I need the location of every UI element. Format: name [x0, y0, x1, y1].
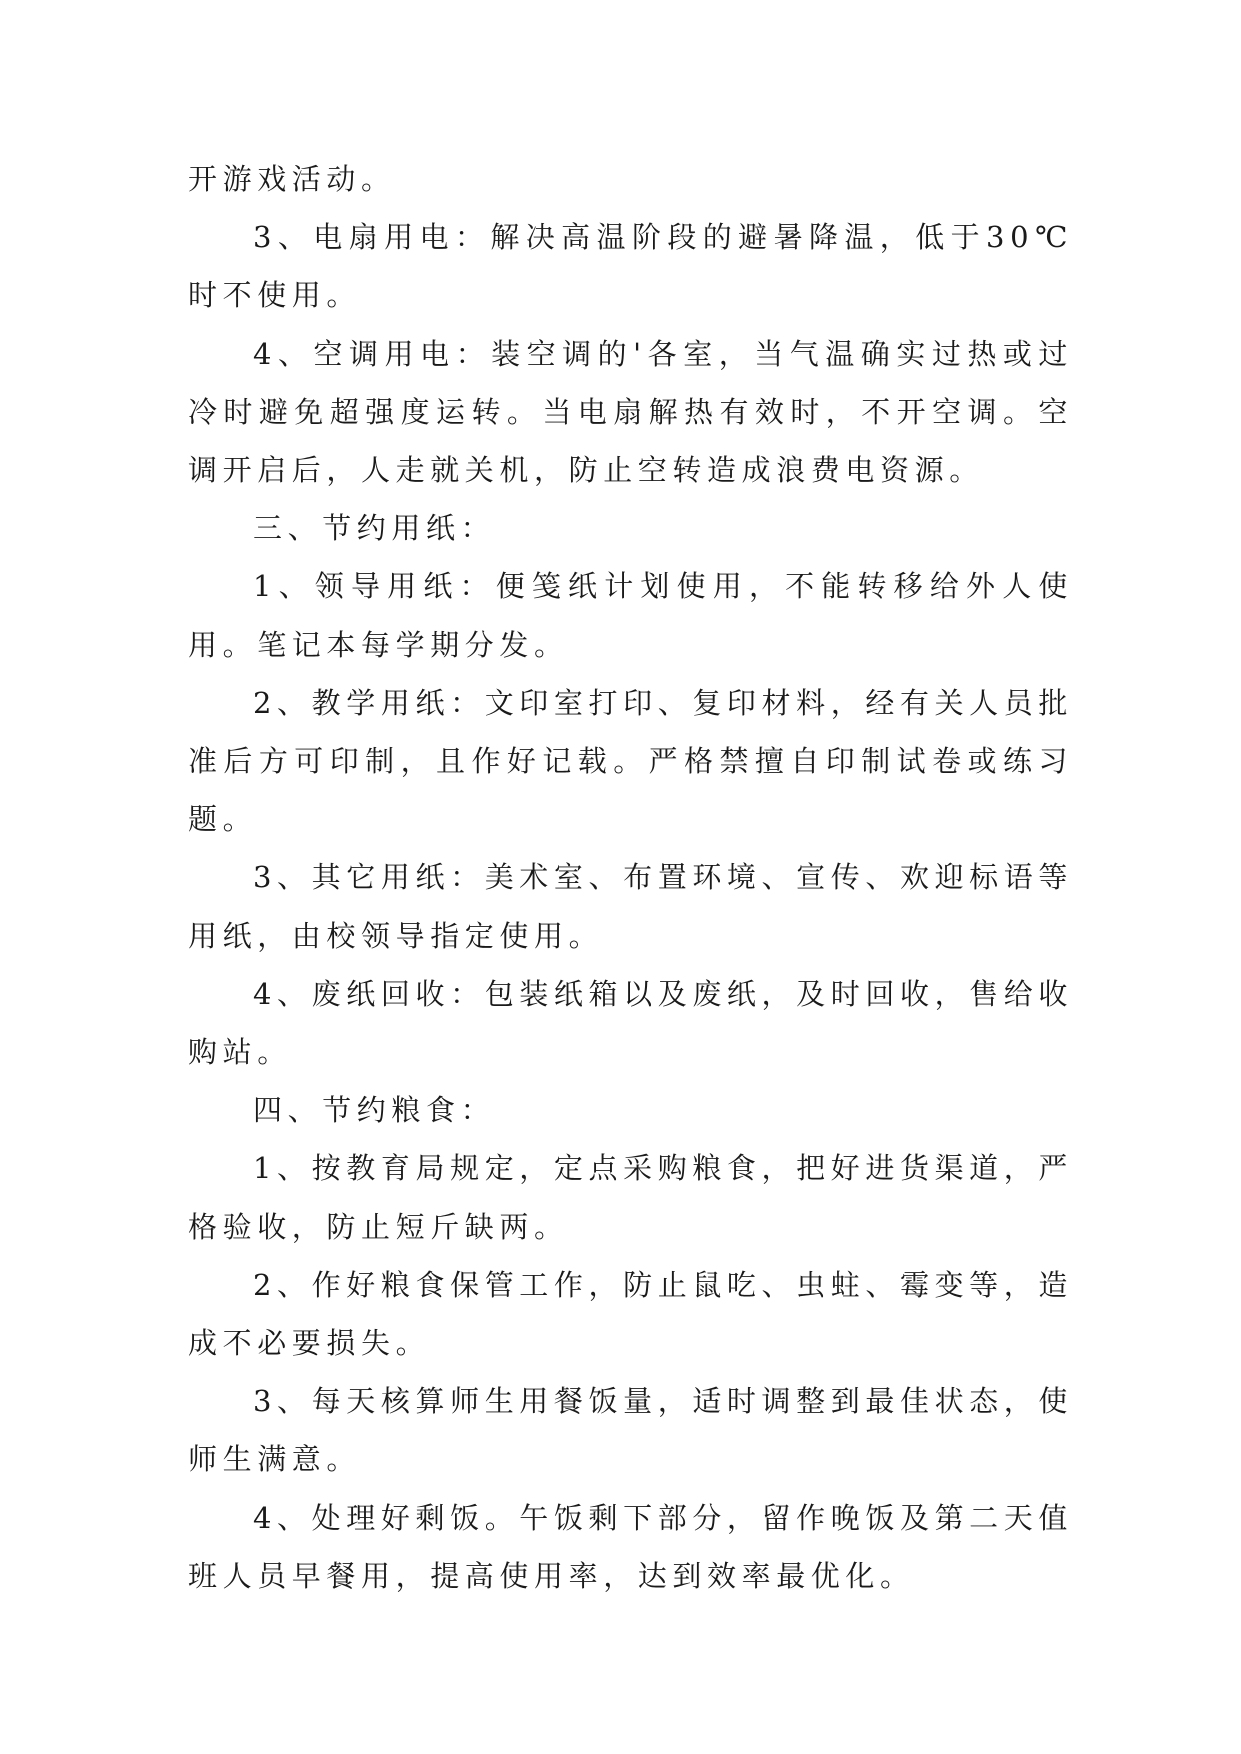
paragraph-food-purchase: 1、按教育局规定，定点采购粮食，把好进货渠道，严格验收，防止短斤缺两。 — [188, 1151, 1073, 1244]
paragraph-continuation: 开游戏活动。 — [188, 162, 396, 196]
paragraph-fan-electricity: 3、电扇用电：解决高温阶段的避暑降温，低于30℃时不使用。 — [188, 220, 1073, 313]
paragraph-ac-electricity: 4、空调用电：装空调的'各室，当气温确实过热或过冷时避免超强度运转。当电扇解热有效时，不开空调。空调开启后，人走就关机，防止空转造成浪费电资源。 — [188, 336, 1073, 488]
heading-save-food: 四、节约粮食： — [253, 1093, 496, 1128]
paragraph-meal-accounting: 3、每天核算师生用餐饭量，适时调整到最佳状态，使师生满意。 — [188, 1384, 1073, 1477]
paragraph-food-storage: 2、作好粮食保管工作，防止鼠吃、虫蛀、霉变等，造成不必要损失。 — [188, 1267, 1073, 1361]
heading-save-paper: 三、节约用纸： — [253, 511, 496, 546]
paragraph-leftovers: 4、处理好剩饭。午饭剩下部分，留作晚饭及第二天值班人员早餐用，提高使用率，达到效率最优化。 — [188, 1500, 1073, 1593]
document-body — [188, 150, 1073, 1605]
paragraph-teaching-paper: 2、教学用纸：文印室打印、复印材料，经有关人员批准后方可印制，且作好记载。严格禁擅自印制试卷或练习题。 — [188, 685, 1073, 837]
paragraph-other-paper: 3、其它用纸：美术室、布置环境、宣传、欢迎标语等用纸，由校领导指定使用。 — [188, 860, 1073, 953]
paragraph-paper-recycling: 4、废纸回收：包装纸箱以及废纸，及时回收，售给收购站。 — [188, 976, 1073, 1070]
paragraph-leader-paper: 1、领导用纸：便笺纸计划使用，不能转移给外人使用。笔记本每学期分发。 — [188, 569, 1073, 662]
